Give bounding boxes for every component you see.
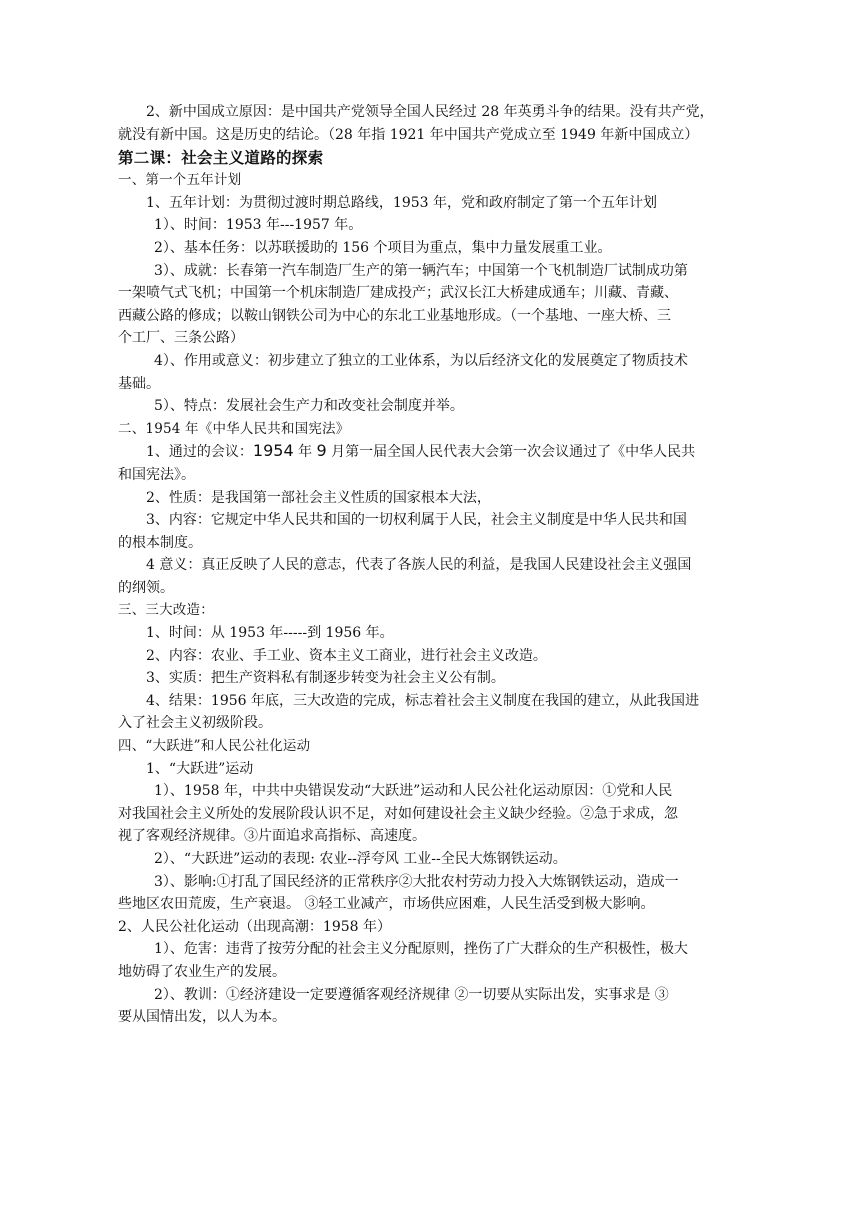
section-heading: 一、第一个五年计划 bbox=[118, 172, 242, 189]
paragraph-line: 的根本制度。 bbox=[118, 534, 202, 551]
list-subitem: 2）、教训：①经济建设一定要遵循客观经济规律 ②一切要从实际出发，实事求是 ③ bbox=[154, 986, 669, 1003]
list-subitem: 5）、特点：发展社会生产力和改变社会制度并举。 bbox=[154, 398, 464, 415]
list-subitem: 1）、时间：1953 年---1957 年。 bbox=[154, 217, 363, 234]
list-item: 2、性质：是我国第一部社会主义性质的国家根本大法， bbox=[146, 489, 491, 506]
list-item: 1、五年计划：为贯彻过渡时期总路线，1953 年，党和政府制定了第一个五年计划 bbox=[146, 194, 657, 211]
list-item bbox=[118, 440, 742, 464]
document-body bbox=[118, 101, 742, 1029]
list-subitem: 2）、基本任务：以苏联援助的 156 个项目为重点，集中力量发展重工业。 bbox=[154, 239, 612, 256]
list-subitem: 3）、影响:①打乱了国民经济的正常秩序②大批农村劳动力投入大炼钢铁运动，造成一 bbox=[154, 873, 679, 890]
list-item: 3、内容：它规定中华人民共和国的一切权利属于人民，社会主义制度是中华人民共和国 bbox=[146, 512, 687, 529]
paragraph-line: 些地区农田荒废，生产衰退。 ③轻工业减产，市场供应困难，人民生活受到极大影响。 bbox=[118, 896, 655, 913]
paragraph-line: 视了客观经济规律。③片面追求高指标、高速度。 bbox=[118, 828, 426, 845]
text-run: 1954 bbox=[252, 441, 294, 461]
paragraph-line: 一架喷气式飞机；中国第一个机床制造厂建成投产；武汉长江大桥建成通车；川藏、青藏、 bbox=[118, 285, 678, 302]
list-item: 1、“大跃进”运动 bbox=[146, 760, 254, 777]
list-item: 4、结果：1956 年底，三大改造的完成，标志着社会主义制度在我国的建立，从此我国进 bbox=[146, 692, 699, 709]
text-run: 月第一届全国人民代表大会第一次会议通过了《中华人民共 bbox=[326, 444, 696, 461]
section-heading: 二、1954 年《中华人民共和国宪法》 bbox=[118, 420, 350, 437]
section-heading: 四、“大跃进”和人民公社化运动 bbox=[118, 738, 311, 755]
text-run: 1、通过的会议： bbox=[146, 444, 253, 461]
section-heading: 三、三大改造： bbox=[118, 602, 214, 619]
list-item: 4 意义：真正反映了人民的意志，代表了各族人民的利益，是我国人民建设社会主义强国 bbox=[146, 557, 692, 574]
paragraph-line: 和国宪法》。 bbox=[118, 466, 195, 483]
paragraph-line: 入了社会主义初级阶段。 bbox=[118, 715, 272, 732]
list-item: 1、时间：从 1953 年-----到 1956 年。 bbox=[146, 625, 394, 642]
paragraph-line: 个工厂、三条公路） bbox=[118, 330, 244, 347]
paragraph-line: 要从国情出发，以人为本。 bbox=[118, 1009, 286, 1026]
paragraph-line: 西藏公路的修成；以鞍山钢铁公司为中心的东北工业基地形成。（一个基地、一座大桥、三 bbox=[118, 307, 671, 324]
list-subitem: 2）、“大跃进”运动的表现: 农业--浮夸风 工业--全民大炼钢铁运动。 bbox=[154, 851, 567, 867]
paragraph-line: 就没有新中国。这是历史的结论。（28 年指 1921 年中国共产党成立至 1949 年新中国成立） bbox=[118, 126, 699, 143]
paragraph-line: 基础。 bbox=[118, 375, 160, 392]
list-item: 2、人民公社化运动（出现高潮：1958 年） bbox=[118, 918, 391, 935]
paragraph-line: 地妨碍了农业生产的发展。 bbox=[118, 963, 286, 980]
list-subitem: 3）、成就：长春第一汽车制造厂生产的第一辆汽车；中国第一个飞机制造厂试制成功第 bbox=[154, 262, 688, 279]
list-subitem: 1）、1958 年，中共中央错误发动“大跃进”运动和人民公社化运动原因：①党和人民 bbox=[154, 783, 673, 800]
list-subitem: 4）、作用或意义：初步建立了独立的工业体系，为以后经济文化的发展奠定了物质技术 bbox=[154, 352, 688, 369]
list-subitem: 1）、危害：违背了按劳分配的社会主义分配原则，挫伤了广大群众的生产积极性，极大 bbox=[154, 941, 688, 958]
text-run: 9 bbox=[316, 441, 327, 461]
paragraph-line: 2、新中国成立原因：是中国共产党领导全国人民经过 28 年英勇斗争的结果。没有共产党， bbox=[146, 104, 714, 120]
paragraph-line: 的纲领。 bbox=[118, 579, 174, 596]
list-item: 2、内容：农业、手工业、资本主义工商业，进行社会主义改造。 bbox=[146, 647, 547, 664]
text-run: 年 bbox=[293, 444, 317, 461]
lesson-title: 第二课：社会主义道路的探索 bbox=[118, 148, 324, 168]
paragraph-line: 对我国社会主义所处的发展阶段认识不足，对如何建设社会主义缺少经验。②急于求成，忽 bbox=[118, 805, 678, 822]
list-item: 3、实质：把生产资料私有制逐步转变为社会主义公有制。 bbox=[146, 670, 505, 687]
